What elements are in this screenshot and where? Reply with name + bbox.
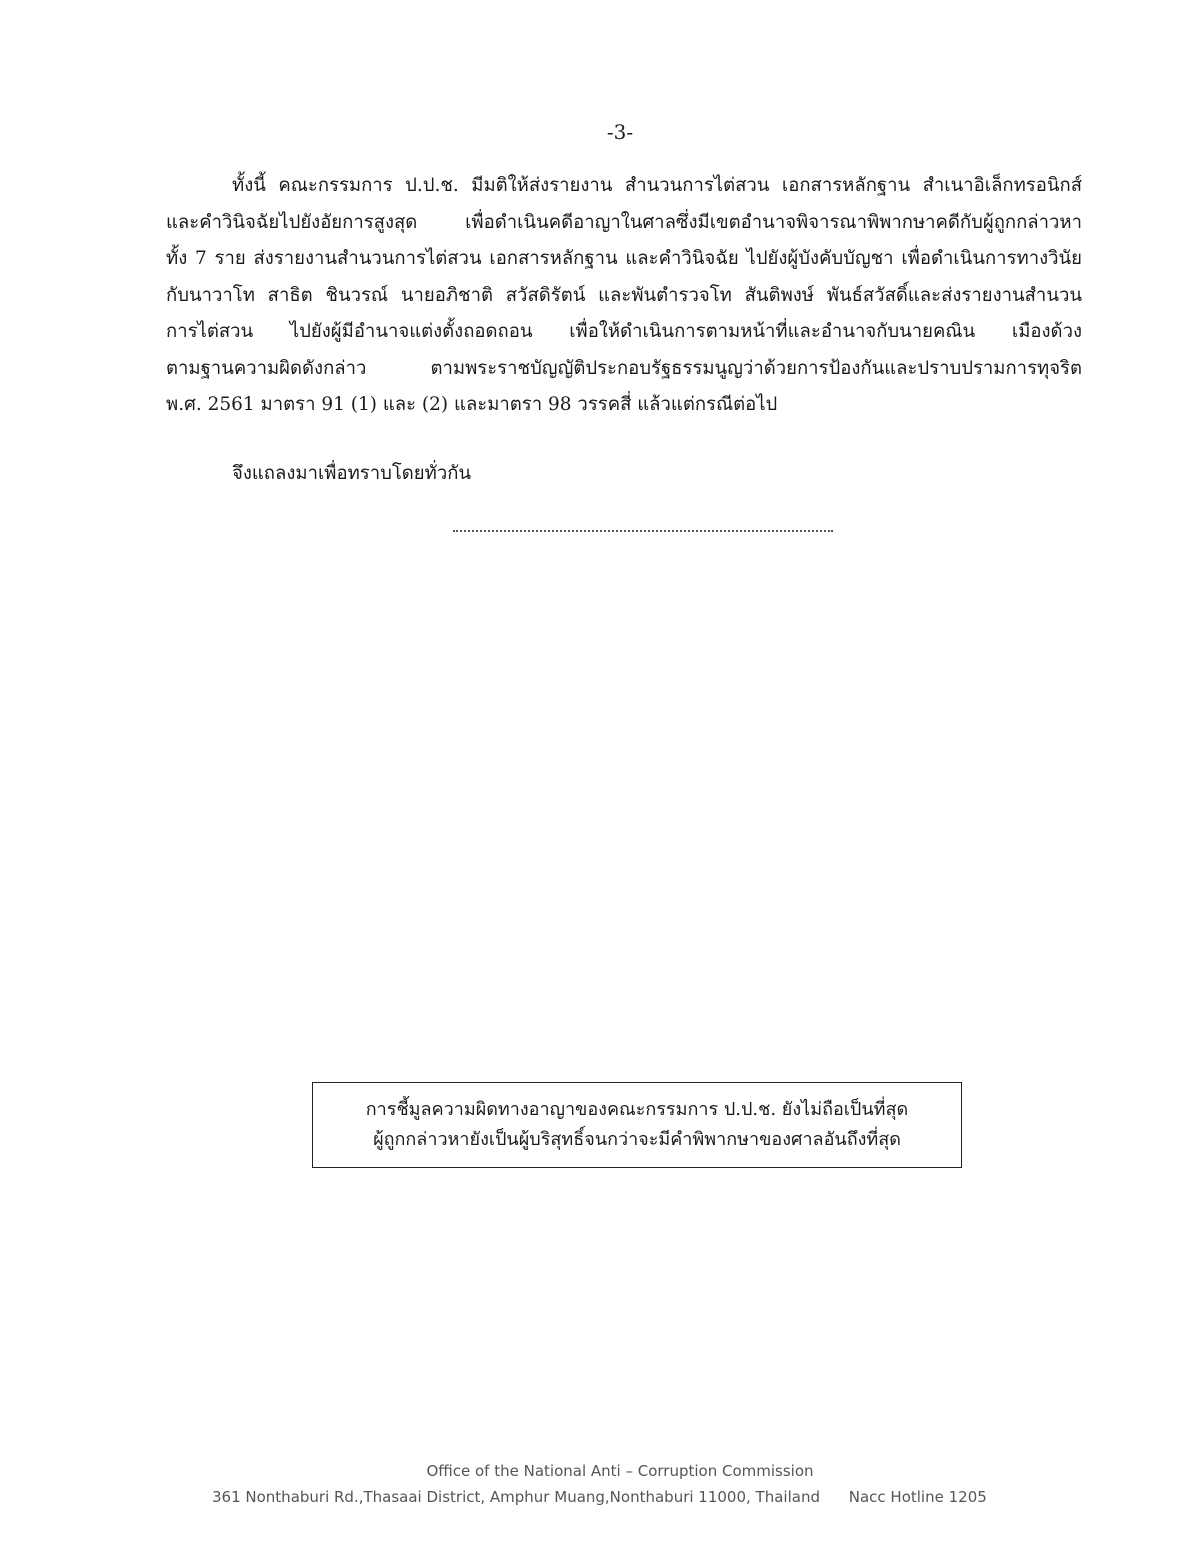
paragraph-line: กับนาวาโท สาธิต ชินวรณ์ นายอภิชาติ สวัสดิรัตน์ และพันตำรวจโท สันติพงษ์ พันธ์สวัสดิ์และส่งรายงานสำนวน [166, 284, 1082, 306]
paragraph-line: การไต่สวน ไปยังผู้มีอำนาจแต่งตั้งถอดถอน เพื่อให้ดำเนินการตามหน้าที่และอำนาจกับนายคณิน เมืองด้วง [166, 321, 1082, 342]
paragraph-line: ทั้ง 7 ราย ส่งรายงานสำนวนการไต่สวน เอกสารหลักฐาน และคำวินิจฉัย ไปยังผู้บังคับบัญชา เพื่อดำเนินการทางวินัย [166, 248, 1082, 269]
disclaimer-line-1: การชี้มูลความผิดทางอาญาของคณะกรรมการ ป.ป.ช. ยังไม่ถือเป็นที่สุด [365, 1099, 909, 1120]
disclaimer-box [312, 1082, 962, 1168]
closing-statement: จึงแถลงมาเพื่อทราบโดยทั่วกัน [232, 463, 472, 484]
body-paragraph [166, 168, 1082, 424]
footer-address: 361 Nonthaburi Rd.,Thasaai District, Amphur Muang,Nonthaburi 11000, Thailand [212, 1488, 820, 1506]
disclaimer-line-2: ผู้ถูกกล่าวหายังเป็นผู้บริสุทธิ์จนกว่าจะมีคำพิพากษาของศาลอันถึงที่สุด [373, 1129, 901, 1150]
paragraph-line: ตามฐานความผิดดังกล่าว ตามพระราชบัญญัติประกอบรัฐธรรมนูญว่าด้วยการป้องกันและปราบปรามการทุจริต [166, 357, 1082, 379]
paragraph-line: ทั้งนี้ คณะกรรมการ ป.ป.ช. มีมติให้ส่งรายงาน สำนวนการไต่สวน เอกสารหลักฐาน สำเนาอิเล็กทรอนิกส์ [232, 175, 1082, 196]
paragraph-line: พ.ศ. 2561 มาตรา 91 (1) และ (2) และมาตรา 98 วรรคสี่ แล้วแต่กรณีต่อไป [166, 394, 778, 415]
paragraph-line: และคำวินิจฉัยไปยังอัยการสูงสุด เพื่อดำเนินคดีอาญาในศาลซึ่งมีเขตอำนาจพิจารณาพิพากษาคดีกับผู้ถูกกล่าวหา [166, 211, 1082, 233]
footer-organization: Office of the National Anti – Corruption Commission [426, 1462, 814, 1480]
footer-hotline: Nacc Hotline 1205 [848, 1488, 987, 1506]
footer-address-row [212, 1488, 987, 1506]
page-number: -3- [606, 120, 634, 144]
dotted-separator [453, 524, 833, 532]
